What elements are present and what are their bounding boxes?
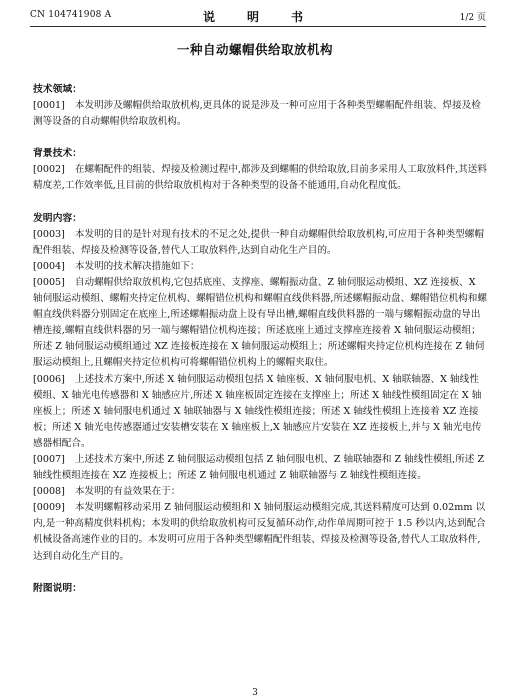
document-body [33, 82, 488, 597]
section-drawings: 附图说明： [33, 582, 82, 594]
section-background: 背景技术： [33, 148, 82, 160]
document-type: 说 明 书 [202, 10, 313, 24]
document-title: 一种自动螺帽供给取放机构 [176, 42, 333, 57]
paragraph-0006 [33, 372, 488, 452]
paragraph-0001 [33, 98, 488, 130]
paragraph-0007 [33, 452, 488, 484]
page-number: 3 [252, 688, 258, 698]
paragraph-text: 本发明的有益效果在于： [74, 486, 181, 498]
paragraph-text: 上述技术方案中,所述 Z 轴伺服运动模组包括 Z 轴伺服电机、Z 轴联轴器和 Z 轴线性模组,所述 Z 轴线性模组连接在 XZ 连接板上；所述 Z 轴伺服电机通过 Z 轴联轴器与 Z 轴线性模组连接。 [33, 453, 485, 482]
paragraph-number: [0003] [33, 228, 65, 240]
paragraph-number: [0009] [33, 502, 65, 514]
paragraph-0002 [33, 162, 488, 194]
paragraph-number: [0005] [33, 276, 65, 288]
page-indicator: 1/2 页 [459, 13, 486, 23]
paragraph-0003 [33, 227, 488, 259]
section-technical-field: 技术领域： [33, 84, 82, 95]
paragraph-number: [0001] [33, 100, 65, 112]
paragraph-number: [0006] [33, 373, 65, 385]
paragraph-text: 本发明涉及螺帽供给取放机构,更具体的说是涉及一种可应用于各种类型螺帽配件组装、焊接及检测等设备的自动螺帽供给取放机构。 [33, 100, 481, 128]
paragraph-0008 [33, 484, 488, 500]
paragraph-text: 本发明螺帽移动采用 Z 轴伺服运动模组和 X 轴伺服运动模组完成,其送料精度可达到 0.02mm 以内,是一种高精度供料机构；本发明的供给取放机构可反复循环动作,动作单周期可控于 1.5 秒以内,达到配合机械设备高速作业的目的。本发明可应用于各种类型螺帽配件组装、焊接及检测等设备,替代人工取放料件,达到自动化生产目的。 [33, 502, 486, 562]
paragraph-text: 在螺帽配件的组装、焊接及检测过程中,都涉及到螺帽的供给取放,目前多采用人工取放料件,其送料精度差,工作效率低,且目前的供给取放机构对于各种类型的设备不能通用,自动化程度低。 [33, 164, 487, 192]
paragraph-0009 [33, 500, 488, 564]
paragraph-number: [0008] [33, 486, 65, 498]
paragraph-text: 本发明的目的是针对现有技术的不足之处,提供一种自动螺帽供给取放机构,可应用于各种类型螺帽配件组装、焊接及检测等设备,替代人工取放料件,达到自动化生产目的。 [33, 228, 484, 256]
page-header [30, 8, 486, 24]
paragraph-0005 [33, 275, 488, 372]
paragraph-number: [0002] [33, 164, 65, 176]
header-rule [30, 26, 486, 27]
paragraph-number: [0004] [33, 260, 65, 272]
paragraph-text: 上述技术方案中,所述 X 轴伺服运动模组包括 X 轴座板、X 轴伺服电机、X 轴联轴器、X 轴线性模组、X 轴光电传感器和 X 轴感应片,所述 X 轴座板固定连接在支撑座上；所述 X 轴线性模组固定在 X 轴座板上；所述 X 轴伺服电机通过 X 轴联轴器与 X 轴线性模组连接；所述 X 轴线性模组上连接着 XZ 连接板；所述 X 轴光电传感器通过安装槽安装在 X 轴座板上,X 轴感应片安装在 XZ 连接板上,并与 X 轴光电传感器相配合。 [33, 373, 482, 449]
paragraph-text: 本发明的技术解决措施如下： [74, 260, 200, 272]
paragraph-0004 [33, 259, 488, 275]
paragraph-number: [0007] [33, 453, 65, 465]
section-content: 发明内容： [33, 212, 82, 224]
paragraph-text: 自动螺帽供给取放机构,它包括底座、支撑座、螺帽振动盘、Z 轴伺服运动模组、XZ 连接板、X 轴伺服运动模组、螺帽夹持定位机构、螺帽错位机构和螺帽直线供料器,所述螺帽振动盘、螺帽错位机构和螺帽直线供料器分别固定在底座上,所述螺帽振动盘上设有导出槽,螺帽直线供料器的一端与螺帽振动盘的导出槽连接,螺帽直线供料器的另一端与螺帽错位机构连接；所述底座上通过支撑座连接着 X 轴伺服运动模组；所述 Z 轴伺服运动模组通过 XZ 连接板连接在 X 轴伺服运动模组上；所述螺帽夹持定位机构连接在 Z 轴伺服运动模组上,且螺帽夹持定位机构可将螺帽错位机构上的螺帽夹取住。 [33, 276, 487, 369]
publication-number: CN 104741908 A [30, 10, 112, 20]
